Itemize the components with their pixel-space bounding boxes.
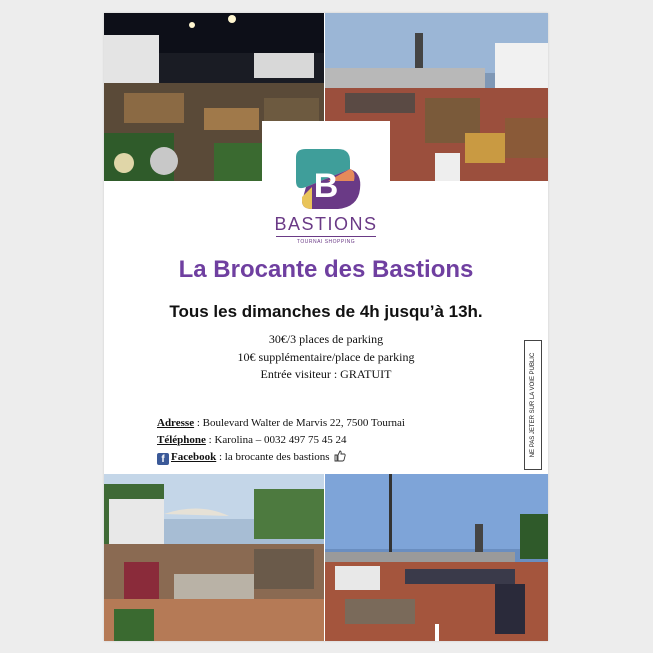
photo-clothes-stall [104, 474, 324, 641]
logo-letter: B [313, 167, 339, 205]
litter-notice [524, 340, 542, 470]
flyer [104, 13, 548, 641]
phone-label: Téléphone [157, 434, 206, 446]
price-line: Entrée visiteur : GRATUIT [260, 367, 392, 381]
price-list [104, 331, 548, 384]
address-line [157, 415, 405, 432]
price-line: 30€/3 places de parking [268, 332, 384, 346]
bastions-logo [262, 121, 390, 251]
address-label: Adresse [157, 417, 195, 429]
litter-notice-text: NE PAS JETER SUR LA VOIE PUBLIC [530, 352, 536, 458]
contact-info [157, 415, 405, 466]
brand-subtitle: TOURNAI SHOPPING [296, 239, 356, 245]
phone-value: : Karolina – 0032 497 75 45 24 [205, 434, 347, 446]
photo-parking-market [325, 474, 548, 641]
facebook-value: : la brocante des bastions [216, 451, 330, 463]
brand-name: BASTIONS [274, 214, 378, 234]
schedule-headline: Tous les dimanches de 4h jusqu’à 13h. [169, 302, 483, 321]
thumbs-up-icon [334, 450, 346, 462]
address-value: : Boulevard Walter de Marvis 22, 7500 Tournai [194, 417, 405, 429]
facebook-label: Facebook [171, 451, 217, 463]
facebook-line [157, 449, 405, 466]
facebook-icon: f [157, 453, 169, 465]
brand-divider [276, 236, 376, 237]
page-title: La Brocante des Bastions [178, 256, 474, 283]
price-line: 10€ supplémentaire/place de parking [237, 349, 415, 364]
phone-line [157, 432, 405, 449]
